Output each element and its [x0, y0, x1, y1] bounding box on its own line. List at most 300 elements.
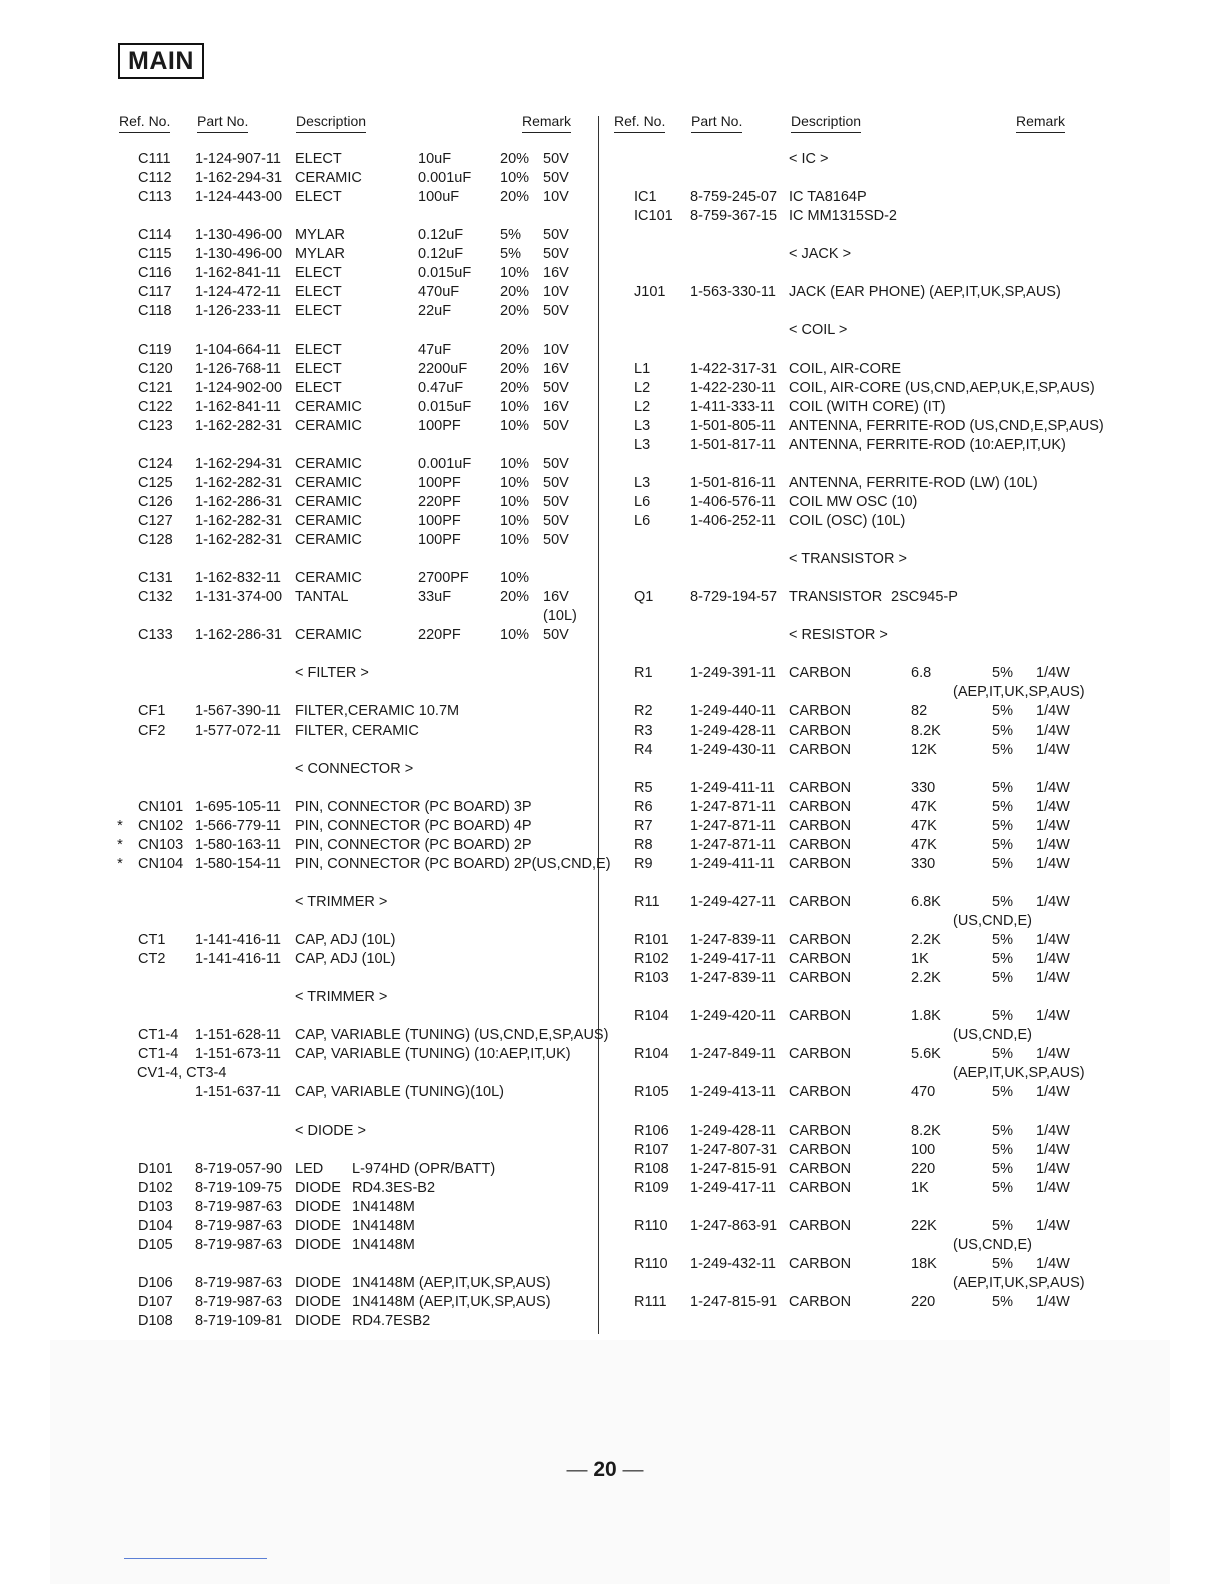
cell-val: 22uF [418, 303, 452, 320]
cell-ref: C118 [138, 303, 172, 320]
cell-part: 8-729-194-57 [690, 589, 778, 606]
right-header-description: Description [791, 112, 861, 133]
cell-rating: 1/4W [1036, 970, 1070, 987]
cell-tol: 5% [992, 1122, 1013, 1139]
cell-ref: R9 [634, 855, 653, 872]
cell-tol: 20% [500, 360, 530, 377]
cell-tol: 5% [992, 1294, 1013, 1310]
cell-rating: 16V [543, 360, 569, 377]
cell-tol: 10% [500, 532, 530, 548]
cell-rating: 1/4W [1036, 932, 1070, 949]
cell-rating: 50V [543, 512, 569, 529]
cell-part: 1-249-427-11 [690, 893, 776, 910]
cell-tol: 5% [992, 779, 1013, 796]
cell-val: 12K [911, 741, 937, 758]
cell-val2: RD4.7ESB2 [352, 1313, 431, 1330]
cell-part: 1-249-420-11 [690, 1008, 776, 1025]
cell-desc: CARBON [789, 1084, 852, 1101]
cell-ref: CN103 [138, 836, 184, 853]
cell-val: 0.015uF [418, 265, 472, 282]
cell-desc: CARBON [789, 1217, 852, 1234]
cell-part: 1-247-849-11 [690, 1046, 776, 1063]
cell-val: 2700PF [418, 570, 469, 587]
cell-part: 1-162-294-31 [195, 170, 283, 187]
cell-ref: C131 [138, 570, 173, 587]
cell-val: 8.2K [911, 722, 941, 739]
cell-part: 1-151-637-11 [195, 1084, 281, 1101]
cell-desc: CARBON [789, 893, 852, 910]
cell-tol: 20% [500, 589, 530, 606]
cell-desc: ELECT [295, 189, 342, 206]
cell-part: 1-406-252-11 [690, 512, 776, 529]
cell-rating: 1/4W [1036, 779, 1070, 796]
cell-desc: CERAMIC [295, 627, 362, 644]
cell-desc: ANTENNA, FERRITE-ROD (US,CND,E,SP,AUS) [789, 417, 1104, 434]
cell-desc: CARBON [789, 1179, 852, 1196]
cell-desc: CARBON [789, 855, 852, 872]
cell-part: 1-124-443-00 [195, 189, 283, 206]
cell-part: 1-249-413-11 [690, 1084, 776, 1101]
cell-desc: CARBON [789, 951, 852, 968]
cell-lead: * [117, 855, 123, 872]
cell-rating: 1/4W [1036, 665, 1070, 682]
cell-part: 1-247-871-11 [690, 836, 776, 853]
cell-val: 10uF [418, 151, 452, 167]
cell-tol: 5% [992, 817, 1013, 834]
cell-tol: 5% [992, 798, 1013, 815]
cell-rating: 1/4W [1036, 855, 1070, 872]
cell-part: 1-249-428-11 [690, 1122, 776, 1139]
cell-rating: 50V [543, 455, 569, 472]
cell-rating: 1/4W [1036, 1122, 1070, 1139]
cell-tol: 10% [500, 455, 530, 472]
right-header-ref-no: Ref. No. [614, 112, 665, 133]
cell-part: 1-247-871-11 [690, 798, 776, 815]
cell-part: 1-249-432-11 [690, 1255, 776, 1272]
cell-part: 1-577-072-11 [195, 722, 281, 739]
cell-val: 5.6K [911, 1046, 941, 1063]
cell-part: 1-124-902-00 [195, 379, 283, 396]
cell-desc: < TRIMMER > [295, 989, 388, 1006]
cell-part: 1-249-428-11 [690, 722, 776, 739]
cell-desc: CAP, VARIABLE (TUNING) (10:AEP,IT,UK) [295, 1046, 571, 1063]
cell-val2: 1N4148M [352, 1217, 415, 1234]
cell-part: 1-162-282-31 [195, 512, 283, 529]
cell-desc: < TRIMMER > [295, 893, 388, 910]
cell-desc: CERAMIC [295, 455, 362, 472]
cell-val: 220PF [418, 493, 461, 510]
cell-desc: CARBON [789, 703, 852, 720]
cell-tol: 5% [500, 246, 521, 263]
cell-part: 1-151-673-11 [195, 1046, 281, 1063]
cell-rating: 50V [543, 417, 569, 434]
cell-rating: 50V [543, 227, 569, 244]
cell-ref: C124 [138, 455, 173, 472]
cell-val: 0.015uF [418, 398, 472, 415]
cell-ref: L2 [634, 398, 651, 415]
cell-val: 47K [911, 817, 937, 834]
cell-val2: 1N4148M (AEP,IT,UK,SP,AUS) [352, 1294, 551, 1310]
cell-ref: R103 [634, 970, 669, 987]
cell-rating: 16V [543, 398, 569, 415]
cell-val: 100PF [418, 417, 461, 434]
cell-desc: < DIODE > [295, 1122, 366, 1139]
cell-val: 0.12uF [418, 227, 464, 244]
cell-desc: PIN, CONNECTOR (PC BOARD) 2P(US,CND,E) [295, 855, 611, 872]
cell-rating: 50V [543, 151, 569, 167]
cell-tol: 10% [500, 627, 530, 644]
cell-rating: 1/4W [1036, 1179, 1070, 1196]
cell-val: 0.47uF [418, 379, 464, 396]
cell-desc: CERAMIC [295, 474, 362, 491]
cell-part: 1-162-832-11 [195, 570, 281, 587]
cell-ref: CF2 [138, 722, 166, 739]
cell-val: 2200uF [418, 360, 468, 377]
cell-desc: PIN, CONNECTOR (PC BOARD) 2P [295, 836, 532, 853]
cell-val: 18K [911, 1255, 937, 1272]
cell-tol: 20% [500, 189, 530, 206]
cell-tol: 5% [992, 951, 1013, 968]
cell-desc: CARBON [789, 1141, 852, 1158]
left-header-part-no: Part No. [197, 112, 248, 133]
cell-part: 1-567-390-11 [195, 703, 281, 720]
cell-desc: MYLAR [295, 246, 345, 263]
right-header-part-no: Part No. [691, 112, 742, 133]
cell-desc: COIL MW OSC (10) [789, 493, 918, 510]
cell-tol: 20% [500, 341, 530, 358]
cell-part: 1-162-286-31 [195, 493, 283, 510]
cell-desc: DIODE [295, 1179, 341, 1196]
cell-desc: TANTAL [295, 589, 349, 606]
cell-desc: DIODE [295, 1274, 341, 1291]
cell-ref: C122 [138, 398, 173, 415]
cell-val: 330 [911, 779, 936, 796]
cell-note: (US,CND,E) [953, 1027, 1032, 1044]
cell-ref: L1 [634, 360, 651, 377]
cell-part: 1-566-779-11 [195, 817, 281, 834]
cell-rating: 50V [543, 627, 569, 644]
cell-part: 1-695-105-11 [195, 798, 281, 815]
cell-ref: R2 [634, 703, 653, 720]
cell-part: 1-141-416-11 [195, 951, 281, 968]
cell-val: 1K [911, 1179, 929, 1196]
cell-part: 1-411-333-11 [690, 398, 775, 415]
cell-ref: CN102 [138, 817, 184, 834]
cell-tol: 20% [500, 151, 530, 167]
cell-ref: R6 [634, 798, 653, 815]
cell-part: 8-759-367-15 [690, 208, 778, 225]
cell-desc: ELECT [295, 360, 342, 377]
cell-rating: 1/4W [1036, 951, 1070, 968]
cell-tol: 5% [992, 722, 1013, 739]
cell-ref: CT1-4 [138, 1027, 179, 1044]
footer-rule [124, 1558, 267, 1559]
cell-desc: ELECT [295, 284, 342, 301]
cell-tol: 10% [500, 398, 530, 415]
cell-val: 47K [911, 836, 937, 853]
cell-part: 1-501-816-11 [690, 474, 776, 491]
cell-rating: 1/4W [1036, 1046, 1070, 1063]
cell-part: 1-162-282-31 [195, 417, 283, 434]
cell-desc: CARBON [789, 1046, 852, 1063]
right-header-remark: Remark [1016, 112, 1065, 133]
cell-ref: L3 [634, 474, 651, 491]
cell-tol: 5% [992, 665, 1013, 682]
cell-rating: 50V [543, 303, 569, 320]
cell-desc: DIODE [295, 1217, 341, 1234]
cell-ref: D107 [138, 1294, 173, 1310]
cell-desc: FILTER, CERAMIC [295, 722, 419, 739]
cell-part: 1-580-163-11 [195, 836, 281, 853]
cell-val: 100uF [418, 189, 460, 206]
cell-rating: 50V [543, 532, 569, 548]
cell-part: 1-162-282-31 [195, 532, 283, 548]
cell-desc: CERAMIC [295, 398, 362, 415]
cell-ref: D106 [138, 1274, 173, 1291]
cell-part: 1-126-233-11 [195, 303, 281, 320]
cell-ref: CN104 [138, 855, 184, 872]
cell-part: 1-247-863-91 [690, 1217, 778, 1234]
cell-val: 330 [911, 855, 936, 872]
cell-val2: RD4.3ES-B2 [352, 1179, 436, 1196]
cell-desc: PIN, CONNECTOR (PC BOARD) 3P [295, 798, 532, 815]
cell-desc: CARBON [789, 1160, 852, 1177]
cell-part: 1-249-417-11 [690, 1179, 776, 1196]
page-number: — 20 — [566, 1458, 644, 1481]
cell-ref: C133 [138, 627, 173, 644]
cell-tol: 5% [992, 703, 1013, 720]
cell-ref: C127 [138, 512, 173, 529]
cell-rating: 1/4W [1036, 703, 1070, 720]
cell-part: 8-719-987-63 [195, 1294, 283, 1310]
cell-tol: 5% [992, 1255, 1013, 1272]
cell-part: 1-247-815-91 [690, 1160, 778, 1177]
cell-part: 1-124-472-11 [195, 284, 281, 301]
cell-desc: COIL, AIR-CORE (US,CND,AEP,UK,E,SP,AUS) [789, 379, 1095, 396]
cell-ref: D102 [138, 1179, 173, 1196]
cell-part: 1-162-286-31 [195, 627, 283, 644]
cell-val: 470uF [418, 284, 460, 301]
cell-ref: L6 [634, 512, 651, 529]
cell-part: 1-151-628-11 [195, 1027, 281, 1044]
cell-note: (AEP,IT,UK,SP,AUS) [953, 684, 1085, 701]
page-number-value: 20 [593, 1458, 617, 1481]
cell-ref-wide: CV1-4, CT3-4 [137, 1065, 227, 1082]
cell-part: 1-247-839-11 [690, 970, 776, 987]
cell-ref: D101 [138, 1160, 173, 1177]
cell-part: 1-563-330-11 [690, 284, 776, 301]
cell-desc: < TRANSISTOR > [789, 551, 907, 568]
cell-desc: DIODE [295, 1198, 341, 1215]
cell-desc: < JACK > [789, 246, 852, 263]
cell-tol: 5% [992, 1217, 1013, 1234]
cell-part: 1-406-576-11 [690, 493, 776, 510]
cell-part: 1-422-230-11 [690, 379, 776, 396]
cell-desc: CERAMIC [295, 170, 362, 187]
cell-tol: 5% [992, 1046, 1013, 1063]
cell-val: 220PF [418, 627, 461, 644]
cell-val2: L-974HD (OPR/BATT) [352, 1160, 496, 1177]
cell-rating: 1/4W [1036, 722, 1070, 739]
cell-ref: C116 [138, 265, 172, 282]
cell-val2: 1N4148M (AEP,IT,UK,SP,AUS) [352, 1274, 551, 1291]
cell-rating: 10V [543, 341, 569, 358]
cell-val: 22K [911, 1217, 937, 1234]
cell-val2: 1N4148M [352, 1236, 415, 1253]
left-header-remark: Remark [522, 112, 571, 133]
cell-tol: 5% [992, 855, 1013, 872]
cell-lead: * [117, 836, 123, 853]
cell-part: 8-719-987-63 [195, 1274, 283, 1291]
cell-ref: R101 [634, 932, 669, 949]
cell-val: 470 [911, 1084, 936, 1101]
cell-part: 1-162-294-31 [195, 455, 283, 472]
cell-ref: CT1-4 [138, 1046, 179, 1063]
cell-ref: C132 [138, 589, 173, 606]
cell-tol: 20% [500, 284, 530, 301]
cell-part: 1-249-417-11 [690, 951, 776, 968]
cell-desc: PIN, CONNECTOR (PC BOARD) 4P [295, 817, 532, 834]
cell-desc: CERAMIC [295, 493, 362, 510]
cell-val: 1K [911, 951, 929, 968]
cell-val2: 2SC945-P [891, 589, 958, 606]
cell-part: 1-249-430-11 [690, 741, 776, 758]
cell-rating: 1/4W [1036, 798, 1070, 815]
cell-desc: CERAMIC [295, 532, 362, 548]
cell-ref: L3 [634, 436, 651, 453]
cell-ref: R5 [634, 779, 653, 796]
cell-ref: C117 [138, 284, 172, 301]
cell-ref: J101 [634, 284, 666, 301]
cell-desc: FILTER,CERAMIC 10.7M [295, 703, 460, 720]
cell-part: 8-719-109-81 [195, 1313, 283, 1330]
cell-part: 8-719-987-63 [195, 1198, 283, 1215]
cell-rating: 1/4W [1036, 893, 1070, 910]
cell-val: 6.8 [911, 665, 932, 682]
cell-val: 100PF [418, 474, 461, 491]
cell-tol: 5% [992, 970, 1013, 987]
cell-desc: ANTENNA, FERRITE-ROD (10:AEP,IT,UK) [789, 436, 1066, 453]
cell-ref: D103 [138, 1198, 173, 1215]
cell-tol: 10% [500, 570, 530, 587]
cell-val: 82 [911, 703, 928, 720]
cell-desc: IC MM1315SD-2 [789, 208, 897, 225]
column-divider [598, 116, 599, 1334]
cell-desc: CARBON [789, 1122, 852, 1139]
cell-val: 220 [911, 1160, 936, 1177]
cell-desc: CARBON [789, 1294, 852, 1310]
cell-desc: < RESISTOR > [789, 627, 888, 644]
cell-part: 1-249-391-11 [690, 665, 776, 682]
cell-val: 8.2K [911, 1122, 941, 1139]
cell-part: 1-247-871-11 [690, 817, 776, 834]
cell-ref: D108 [138, 1313, 173, 1330]
cell-val: 0.001uF [418, 170, 472, 187]
cell-tol: 20% [500, 303, 530, 320]
cell-desc: CERAMIC [295, 570, 362, 587]
cell-ref: CT1 [138, 932, 166, 949]
cell-ref: D104 [138, 1217, 173, 1234]
cell-tol: 5% [992, 893, 1013, 910]
cell-val: 0.12uF [418, 246, 464, 263]
cell-ref: R105 [634, 1084, 669, 1101]
cell-ref: CN101 [138, 798, 184, 815]
cell-tol: 10% [500, 417, 530, 434]
cell-part: 1-131-374-00 [195, 589, 283, 606]
cell-ref: R108 [634, 1160, 669, 1177]
cell-ref: R110 [634, 1217, 668, 1234]
cell-ref: IC101 [634, 208, 673, 225]
cell-rating: 50V [543, 493, 569, 510]
cell-val: 100 [911, 1141, 936, 1158]
cell-rating: 50V [543, 379, 569, 396]
cell-rating: 1/4W [1036, 1141, 1070, 1158]
cell-part: 8-719-057-90 [195, 1160, 283, 1177]
cell-part: 1-130-496-00 [195, 227, 283, 244]
cell-tol: 10% [500, 493, 530, 510]
cell-desc: < CONNECTOR > [295, 760, 414, 777]
cell-tol: 5% [992, 1141, 1013, 1158]
cell-part: 1-422-317-31 [690, 360, 778, 377]
cell-rating: 1/4W [1036, 1084, 1070, 1101]
cell-ref: C114 [138, 227, 172, 244]
cell-val: 0.001uF [418, 455, 472, 472]
cell-tol: 5% [992, 741, 1013, 758]
cell-desc: COIL (WITH CORE) (IT) [789, 398, 946, 415]
cell-ref: R102 [634, 951, 669, 968]
cell-ref: R106 [634, 1122, 669, 1139]
cell-ref: R109 [634, 1179, 669, 1196]
cell-ref: C125 [138, 474, 173, 491]
cell-rating: 1/4W [1036, 1217, 1070, 1234]
cell-val: 100PF [418, 532, 461, 548]
cell-ref: C112 [138, 170, 172, 187]
cell-desc: ELECT [295, 151, 342, 167]
cell-tol: 5% [992, 1179, 1013, 1196]
cell-rating: 1/4W [1036, 817, 1070, 834]
section-title: MAIN [118, 43, 204, 79]
cell-ref: C115 [138, 246, 172, 263]
cell-desc: DIODE [295, 1313, 341, 1330]
cell-val: 47K [911, 798, 937, 815]
cell-desc: ELECT [295, 265, 342, 282]
cell-desc: JACK (EAR PHONE) (AEP,IT,UK,SP,AUS) [789, 284, 1061, 301]
cell-val: 33uF [418, 589, 452, 606]
cell-ref: R104 [634, 1046, 669, 1063]
cell-rating: 10V [543, 189, 569, 206]
cell-desc: ELECT [295, 379, 342, 396]
cell-ref: R110 [634, 1255, 668, 1272]
cell-rating: 16V [543, 589, 569, 606]
cell-desc: IC TA8164P [789, 189, 867, 206]
cell-rating: 1/4W [1036, 1160, 1070, 1177]
cell-desc: CERAMIC [295, 512, 362, 529]
cell-val2: 1N4148M [352, 1198, 415, 1215]
cell-val: 47uF [418, 341, 452, 358]
cell-rating: 1/4W [1036, 1008, 1070, 1025]
cell-desc: CAP, ADJ (10L) [295, 932, 396, 949]
cell-val: 6.8K [911, 893, 941, 910]
cell-note: (US,CND,E) [953, 913, 1032, 929]
cell-rating: 1/4W [1036, 1255, 1070, 1272]
cell-tol: 5% [500, 227, 521, 244]
cell-part: 1-124-907-11 [195, 151, 281, 167]
cell-tol: 5% [992, 836, 1013, 853]
cell-desc: < FILTER > [295, 665, 369, 682]
cell-ref: C123 [138, 417, 173, 434]
cell-desc: MYLAR [295, 227, 345, 244]
cell-ref: C113 [138, 189, 172, 206]
